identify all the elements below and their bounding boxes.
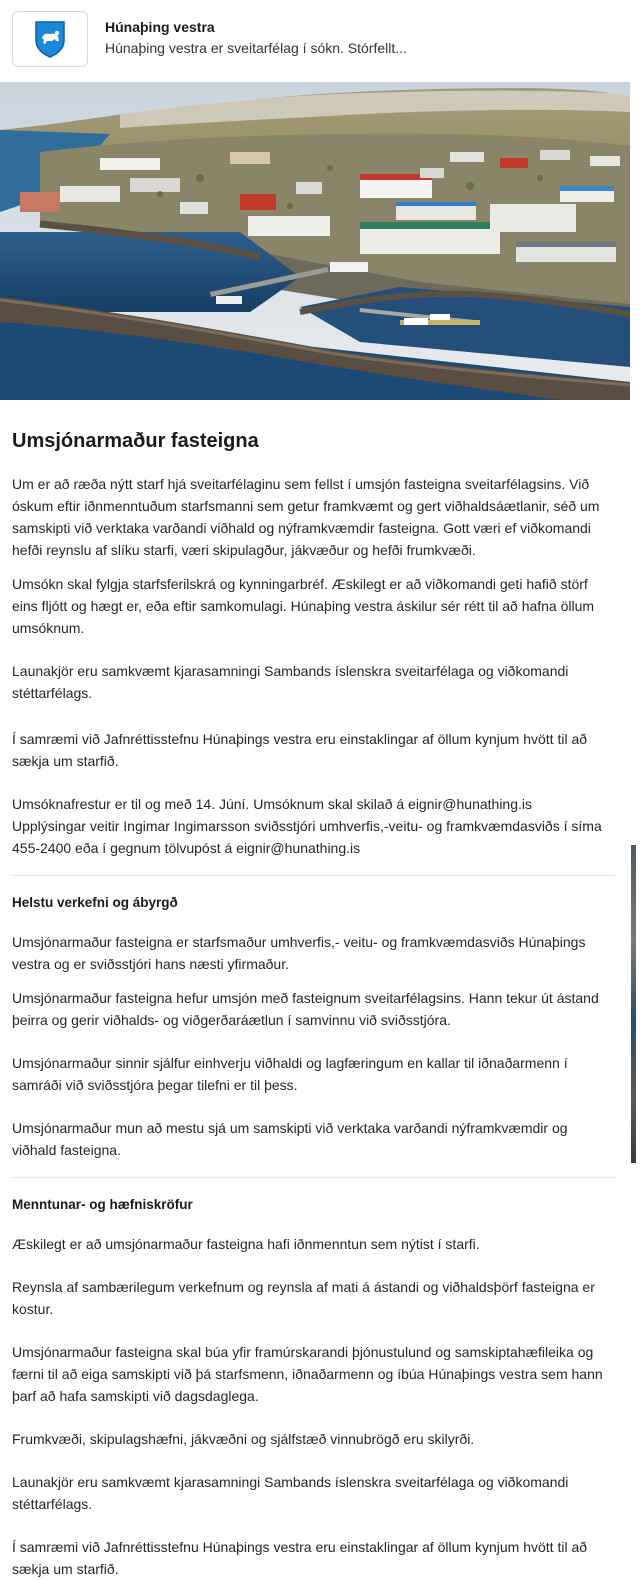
section-divider: [12, 1177, 615, 1178]
requirement-item: Frumkvæði, skipulagshæfni, jákvæðni og sjálfstæð vinnubrögð eru skilyrði.: [12, 1431, 475, 1447]
shield-logo-icon: [34, 20, 66, 58]
requirement-item: Æskilegt er að umsjónarmaður fasteigna hafi iðnmenntun sem nýtist í starfi.: [12, 1236, 480, 1252]
org-name[interactable]: Húnaþing vestra: [105, 19, 215, 35]
requirement-item: Launakjör eru samkvæmt kjarasamningi Sambands íslenskra sveitarfélaga og viðkomandi stéttarfélags.: [12, 1474, 569, 1512]
intro-paragraph: Launakjör eru samkvæmt kjarasamningi Sambands íslenskra sveitarfélaga og viðkomandi stéttarfélags.: [12, 663, 569, 701]
responsibility-item: Umsjónarmaður sinnir sjálfur einhverju viðhaldi og lagfæringum en kallar til iðnaðarmenn í samráði við sviðsstjóra þegar tilefni er til þess.: [12, 1055, 568, 1093]
hero-image: [0, 82, 630, 400]
responsibilities-heading: Helstu verkefni og ábyrgð: [12, 895, 178, 910]
contact-info: Upplýsingar veitir Ingimar Ingimarsson sviðsstjóri umhverfis,-veitu- og framkvæmdasviðs í síma 455-2400 eða í gegnum tölvupóst á eignir@hunathing.is: [12, 818, 602, 856]
intro-paragraph: Umsókn skal fylgja starfsferilskrá og kynningarbréf. Æskilegt er að viðkomandi geti hafið störf eins fljótt og hægt er, eða eftir samkomulagi. Húnaþing vestra áskilur sér rétt til að hafna öllum umsóknum.: [12, 576, 595, 636]
requirement-item: Reynsla af sambærilegum verkefnum og reynsla af mati á ástandi og viðhaldsþörf fasteigna er kostur.: [12, 1279, 595, 1317]
company-logo[interactable]: [12, 11, 88, 67]
intro-paragraph: Um er að ræða nýtt starf hjá sveitarfélaginu sem fellst í umsjón fasteigna sveitarfélagsins. Við óskum eftir iðnmenntuðum starfsmanni sem getur framkvæmt og gert viðhaldsáætlanir, séð um samskipti við verktaka varðandi viðhald og nýframkvæmdir fasteigna. Gott væri ef viðkomandi hefði reynslu af slíku starfi, væri skipulagður, jákvæður og hefði frumkvæði.: [12, 476, 600, 558]
responsibility-item: Umsjónarmaður fasteigna hefur umsjón með fasteignum sveitarfélagsins. Hann tekur út ástand þeirra og gerir viðhalds- og viðgerðaráætlun í samvinnu við sviðsstjóra.: [12, 990, 599, 1028]
responsibility-item: Umsjónarmaður fasteigna er starfsmaður umhverfis,- veitu- og framkvæmdasviðs Húnaþings vestra og er sviðsstjóri hans næsti yfirmaður.: [12, 934, 586, 972]
requirement-item: Umsjónarmaður fasteigna skal búa yfir framúrskarandi þjónustulund og samskiptahæfileika og færni til að eiga samskipti við þá starfsmenn, iðnaðarmenn og íbúa Húnaþings vestra sem hann þarf að hafa samskipti við dagsdaglega.: [12, 1344, 603, 1404]
job-description: [12, 428, 615, 1580]
section-divider: [12, 875, 615, 876]
requirement-item: Í samræmi við Jafnréttisstefnu Húnaþings vestra eru einstaklingar af öllum kynjum hvött til að sækja um starfið.: [12, 1539, 588, 1577]
image-edge-strip: [631, 845, 636, 1163]
responsibility-item: Umsjónarmaður mun að mestu sjá um samskipti við verktaka varðandi nýframkvæmdir og viðhald fasteigna.: [12, 1120, 568, 1158]
job-title: Umsjónarmaður fasteigna: [12, 430, 259, 452]
intro-paragraph: Í samræmi við Jafnréttisstefnu Húnaþings vestra eru einstaklingar af öllum kynjum hvött til að sækja um starfið.: [12, 731, 588, 769]
company-header: [0, 0, 640, 78]
requirements-heading: Menntunar- og hæfniskröfur: [12, 1197, 193, 1212]
org-description: Húnaþing vestra er sveitarfélag í sókn. Stórfellt...: [105, 40, 407, 56]
application-deadline: Umsóknafrestur er til og með 14. Júní. Umsóknum skal skilað á eignir@hunathing.is: [12, 796, 532, 812]
